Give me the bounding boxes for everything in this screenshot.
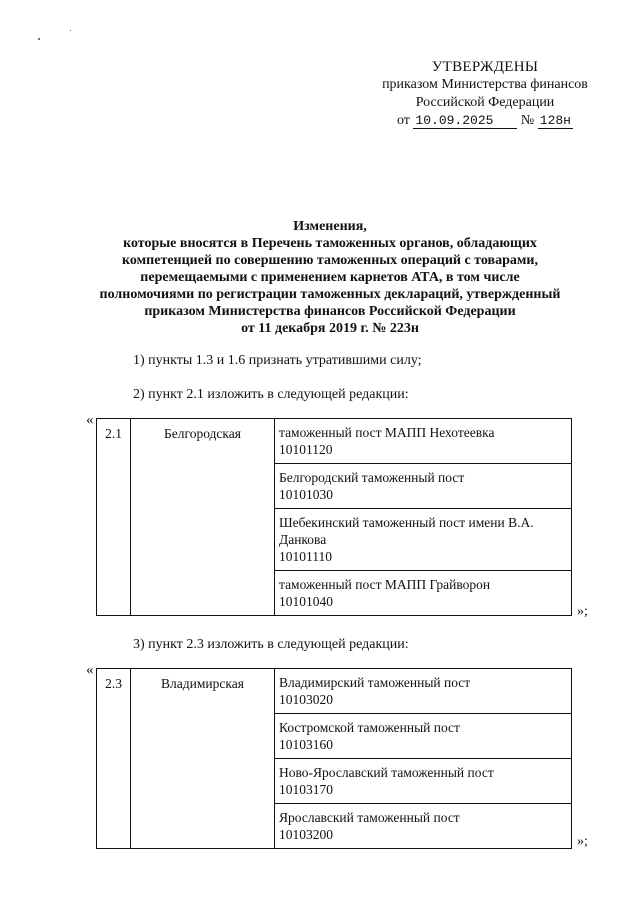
post-name: таможенный пост МАПП Грайворон xyxy=(279,577,491,592)
post-name: таможенный пост МАПП Нехотеевка xyxy=(279,425,495,440)
post-cell xyxy=(275,804,572,849)
post-name: Шебекинский таможенный пост имени В.А. Данкова xyxy=(279,515,534,547)
number-prefix: № xyxy=(520,113,535,128)
table-row xyxy=(97,669,572,714)
title-line: от 11 декабря 2019 г. № 223н xyxy=(241,321,419,336)
post-name: Ярославский таможенный пост xyxy=(279,810,460,825)
post-code: 10101040 xyxy=(279,594,333,609)
title-line: перемещаемыми с применением карнетов АТА, в том числе xyxy=(140,270,520,285)
post-cell xyxy=(275,509,572,571)
post-cell xyxy=(275,759,572,804)
approval-line-2: Российской Федерации xyxy=(415,95,555,110)
post-name: Ново-Ярославский таможенный пост xyxy=(279,765,494,780)
approval-block xyxy=(330,58,640,130)
title-line: компетенцией по совершению таможенных операций с товарами, xyxy=(122,253,538,268)
post-name: Костромской таможенный пост xyxy=(279,720,460,735)
table-row xyxy=(97,419,572,464)
post-cell xyxy=(275,669,572,714)
quote-close: »; xyxy=(577,604,588,619)
quote-open: « xyxy=(86,412,94,428)
post-cell xyxy=(275,464,572,509)
approval-line-1: приказом Министерства финансов xyxy=(382,77,588,92)
post-code: 10103200 xyxy=(279,827,333,842)
approval-date: 10.09.2025 xyxy=(413,113,517,129)
quote-close: »; xyxy=(577,834,588,849)
item-2: 2) пункт 2.1 изложить в следующей редакции: xyxy=(133,387,409,402)
approval-date-line xyxy=(330,112,640,130)
scan-speck xyxy=(38,38,40,40)
region-name: Белгородская xyxy=(131,419,275,616)
post-cell xyxy=(275,714,572,759)
post-code: 10103020 xyxy=(279,692,333,707)
date-prefix: от xyxy=(396,113,410,128)
title-line: приказом Министерства финансов Российской Федерации xyxy=(144,304,516,319)
approval-heading: УТВЕРЖДЕНЫ xyxy=(431,59,539,75)
post-code: 10101110 xyxy=(279,549,332,564)
quote-open: « xyxy=(86,662,94,678)
item-number: 2.3 xyxy=(97,669,131,849)
table-item-2-3 xyxy=(96,668,572,849)
post-code: 10101120 xyxy=(279,442,333,457)
document-title xyxy=(60,218,600,337)
table-item-2-1 xyxy=(96,418,572,616)
post-code: 10101030 xyxy=(279,487,333,502)
region-name: Владимирская xyxy=(131,669,275,849)
post-name: Белгородский таможенный пост xyxy=(279,470,465,485)
item-1: 1) пункты 1.3 и 1.6 признать утратившими силу; xyxy=(133,353,422,368)
item-number: 2.1 xyxy=(97,419,131,616)
post-name: Владимирский таможенный пост xyxy=(279,675,471,690)
post-code: 10103160 xyxy=(279,737,333,752)
post-cell xyxy=(275,571,572,616)
title-line: которые вносятся в Перечень таможенных органов, обладающих xyxy=(123,236,537,251)
title-line: Изменения, xyxy=(293,219,367,234)
item-3: 3) пункт 2.3 изложить в следующей редакции: xyxy=(133,637,409,652)
post-cell xyxy=(275,419,572,464)
approval-number: 128н xyxy=(539,113,571,128)
scan-speck xyxy=(70,30,71,31)
title-line: полномочиями по регистрации таможенных деклараций, утвержденный xyxy=(99,287,561,302)
post-code: 10103170 xyxy=(279,782,333,797)
